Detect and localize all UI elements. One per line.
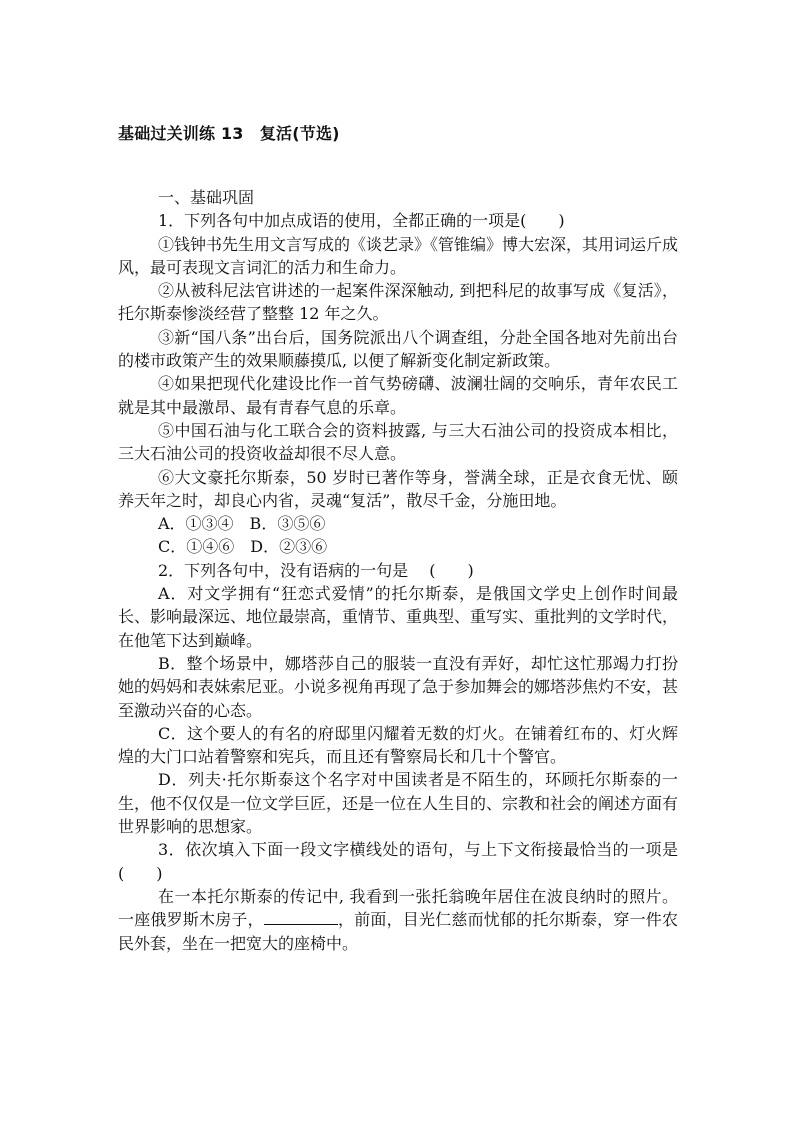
- question-1-item-2: ②从被科尼法官讲述的一起案件深深触动, 到把科尼的故事写成《复活》，托尔斯泰惨淡经营了整整 12 年之久。: [118, 281, 678, 324]
- question-1-item-1: ①钱钟书先生用文言写成的《谈艺录》《管锥编》博大宏深，其用词运斤成风，最可表现文言词汇的活力和生命力。: [118, 234, 679, 277]
- question-1-item-6: ⑥大文豪托尔斯泰，50 岁时已著作等身，誉满全球，正是衣食无忧、颐养天年之时，却良心内省，灵魂“复活”，散尽千金，分施田地。: [118, 467, 678, 510]
- passage-after-blank: ，前面，目光仁慈而忧郁的托尔斯泰，穿一件农民外套，坐在一把宽大的座椅中。: [118, 910, 678, 953]
- question-1-item-5: ⑤中国石油与化工联合会的资料披露, 与三大石油公司的投资成本相比，三大石油公司的投资收益却很不尽人意。: [118, 420, 678, 464]
- question-2-option-c: C．这个要人的有名的府邸里闪耀着无数的灯火。在铺着红布的、灯火辉煌的大门口站着警察和宪兵，而且还有警察局长和几十个警官。: [118, 723, 678, 767]
- question-2-option-a: A．对文学拥有“狂恋式爱情”的托尔斯泰，是俄国文学史上创作时间最长、影响最深远、地位最崇高，重情节、重典型、重写实、重批判的文学时代，在他笔下达到巅峰。: [118, 584, 679, 650]
- passage-before-blank: 在一本托尔斯泰的传记中, 我看到一张托翁晚年居住在波良纳时的照片。一座俄罗斯木房子，: [118, 886, 678, 930]
- question-3-passage: [118, 885, 678, 955]
- question-2-option-d: D．列夫·托尔斯泰这个名字对中国读者是不陌生的，环顾托尔斯泰的一生，他不仅仅是一位文学巨匠，还是一位在人生目的、宗教和社会的阐述方面有世界影响的思想家。: [118, 770, 679, 837]
- section-heading: 一、基础巩固: [158, 188, 255, 207]
- question-1-options-row-1: A．①③④ B．③⑤⑥: [158, 514, 326, 534]
- fill-in-blank: [264, 910, 338, 925]
- worksheet-page: [118, 122, 678, 955]
- question-2-option-b: B．整个场景中，娜塔莎自己的服装一直没有弄好，却忙这忙那竭力打扮她的妈妈和表妹索尼亚。小说多视角再现了急于参加舞会的娜塔莎焦灼不安，甚至激动兴奋的心态。: [118, 653, 679, 720]
- question-1-stem: 1．下列各句中加点成语的使用，全都正确的一项是( ): [158, 211, 565, 231]
- question-3-stem: 3．依次填入下面一段文字横线处的语句，与上下文衔接最恰当的一项是( ): [118, 840, 678, 883]
- page-title: 基础过关训练 13 复活(节选): [118, 124, 340, 143]
- question-1-item-4: ④如果把现代化建设比作一首气势磅礴、波澜壮阔的交响乐，青年农民工就是其中最激昂、最有青春气息的乐章。: [118, 374, 678, 417]
- question-1-options-row-2: C．①④⑥ D．②③⑥: [158, 537, 328, 557]
- question-1-item-3: ③新“国八条”出台后，国务院派出八个调查组，分赴全国各地对先前出台的楼市政策产生的效果顺藤摸瓜, 以便了解新变化制定新政策。: [118, 327, 678, 371]
- question-2-stem: 2．下列各句中，没有语病的一句是 ( ): [158, 560, 474, 580]
